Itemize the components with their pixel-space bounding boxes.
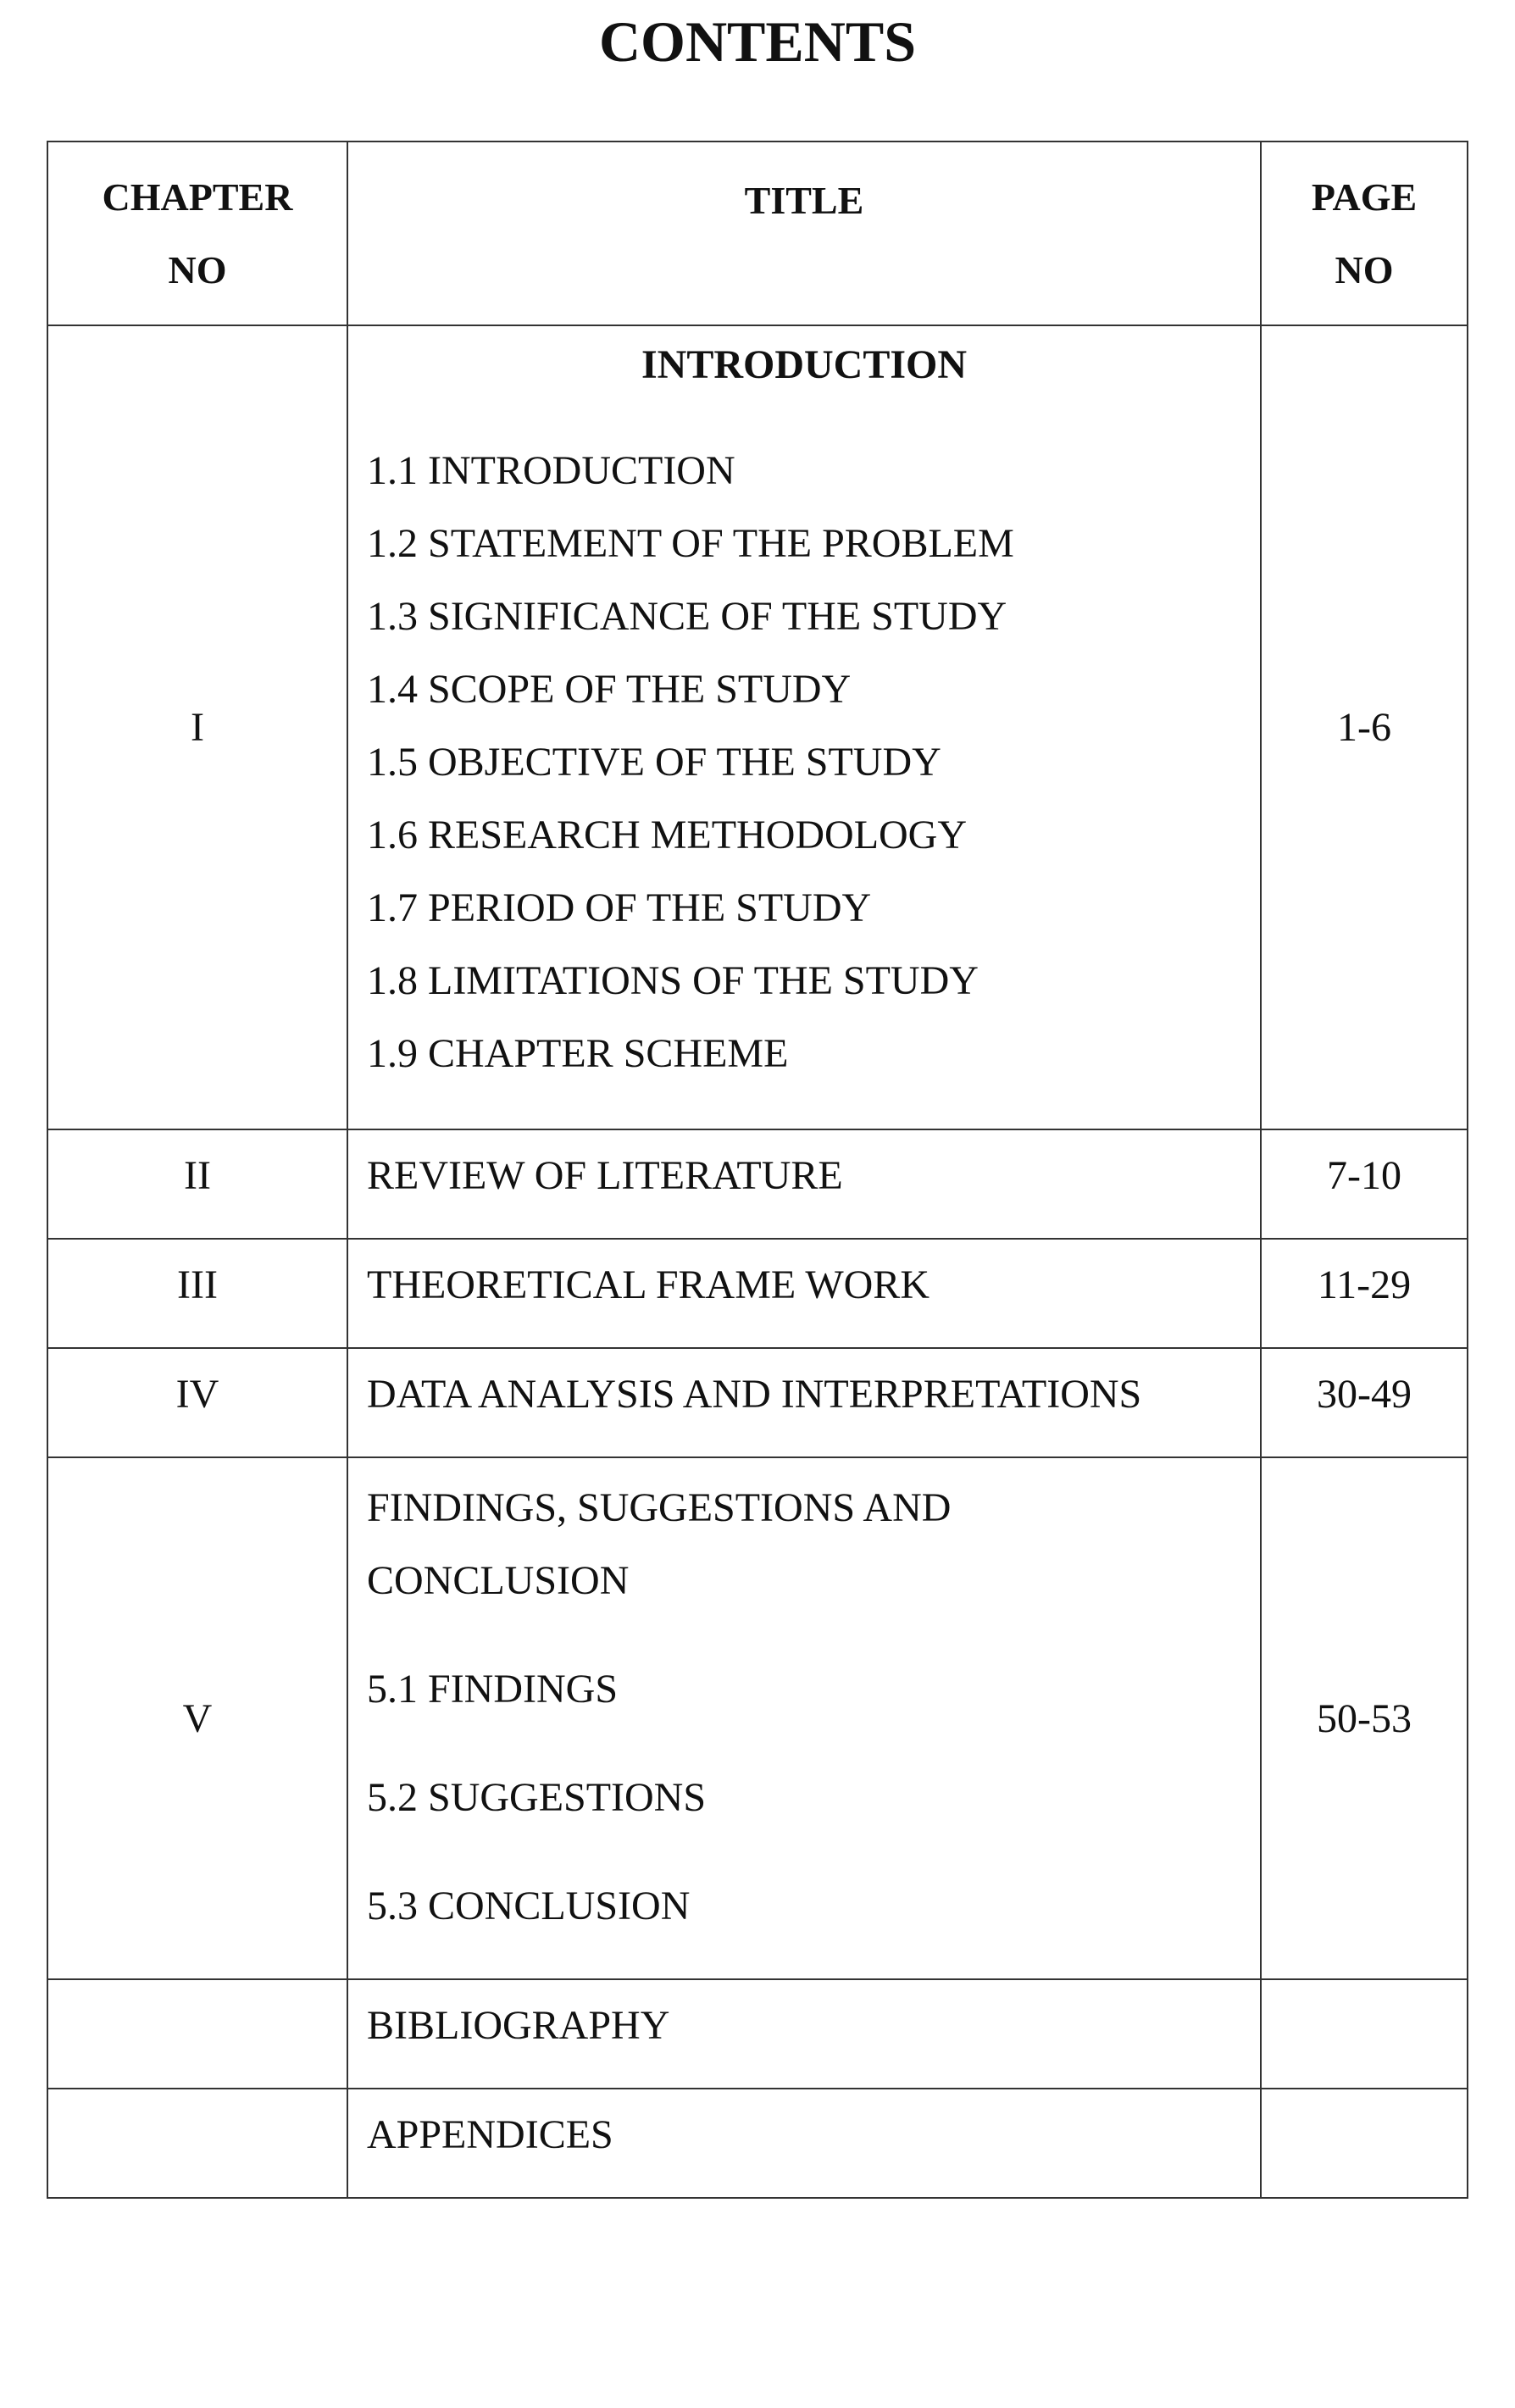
chapter-title-cell — [347, 1457, 1261, 1979]
chapter-title: APPENDICES — [347, 2089, 1261, 2198]
chapter-heading: INTRODUCTION — [641, 342, 968, 387]
contents-table — [47, 141, 1468, 2199]
section-item: 5.1 FINDINGS — [367, 1667, 619, 1712]
section-item: 5.2 SUGGESTIONS — [367, 1775, 707, 1820]
chapter-header-line1: CHAPTER — [102, 175, 293, 219]
section-item: 1.1 INTRODUCTION — [367, 448, 735, 493]
section-item: 1.3 SIGNIFICANCE OF THE STUDY — [367, 594, 1007, 639]
table-row — [47, 325, 1468, 1129]
chapter-heading-line1: FINDINGS, SUGGESTIONS AND — [367, 1485, 952, 1530]
table-row — [47, 1457, 1468, 1979]
title-header — [347, 141, 1261, 325]
section-item: 1.7 PERIOD OF THE STUDY — [367, 885, 872, 930]
page-range: 1-6 — [1261, 325, 1468, 1129]
section-item: 1.9 CHAPTER SCHEME — [367, 1031, 789, 1076]
section-item: 1.5 OBJECTIVE OF THE STUDY — [367, 740, 941, 785]
table-header-row — [47, 141, 1468, 325]
page-range — [1261, 1979, 1468, 2089]
chapter-number — [47, 2089, 347, 2198]
page-range — [1261, 2089, 1468, 2198]
chapter-title: REVIEW OF LITERATURE — [347, 1129, 1261, 1239]
page-range: 50-53 — [1261, 1457, 1468, 1979]
chapter-title-cell — [347, 325, 1261, 1129]
chapter-no-header — [47, 141, 347, 325]
table-row — [47, 1239, 1468, 1348]
section-item: 1.6 RESEARCH METHODOLOGY — [367, 813, 967, 857]
section-item: 1.4 SCOPE OF THE STUDY — [367, 667, 852, 712]
chapter-number: IV — [47, 1348, 347, 1457]
section-item: 1.8 LIMITATIONS OF THE STUDY — [367, 958, 979, 1003]
section-list — [367, 435, 1260, 1090]
table-row — [47, 2089, 1468, 2198]
title-header-text: TITLE — [744, 178, 864, 222]
page-title: CONTENTS — [598, 9, 917, 74]
table-row — [47, 1348, 1468, 1457]
chapter-number: II — [47, 1129, 347, 1239]
page-header-line1: PAGE — [1311, 175, 1418, 219]
table-row — [47, 1129, 1468, 1239]
chapter-number: I — [47, 325, 347, 1129]
section-item: 5.3 CONCLUSION — [367, 1884, 691, 1928]
chapter-title: THEORETICAL FRAME WORK — [347, 1239, 1261, 1348]
section-item: 1.2 STATEMENT OF THE PROBLEM — [367, 521, 1014, 566]
chapter-heading — [367, 1472, 1260, 1617]
chapter-title: BIBLIOGRAPHY — [347, 1979, 1261, 2089]
page-header-line2: NO — [1335, 247, 1394, 291]
chapter-number: V — [47, 1457, 347, 1979]
chapter-header-line2: NO — [168, 247, 227, 291]
page-range: 11-29 — [1261, 1239, 1468, 1348]
page-no-header — [1261, 141, 1468, 325]
chapter-number — [47, 1979, 347, 2089]
chapter-number: III — [47, 1239, 347, 1348]
chapter-title: DATA ANALYSIS AND INTERPRETATIONS — [347, 1348, 1261, 1457]
page-range: 7-10 — [1261, 1129, 1468, 1239]
chapter-heading-line2: CONCLUSION — [367, 1558, 630, 1603]
page-range: 30-49 — [1261, 1348, 1468, 1457]
table-row — [47, 1979, 1468, 2089]
